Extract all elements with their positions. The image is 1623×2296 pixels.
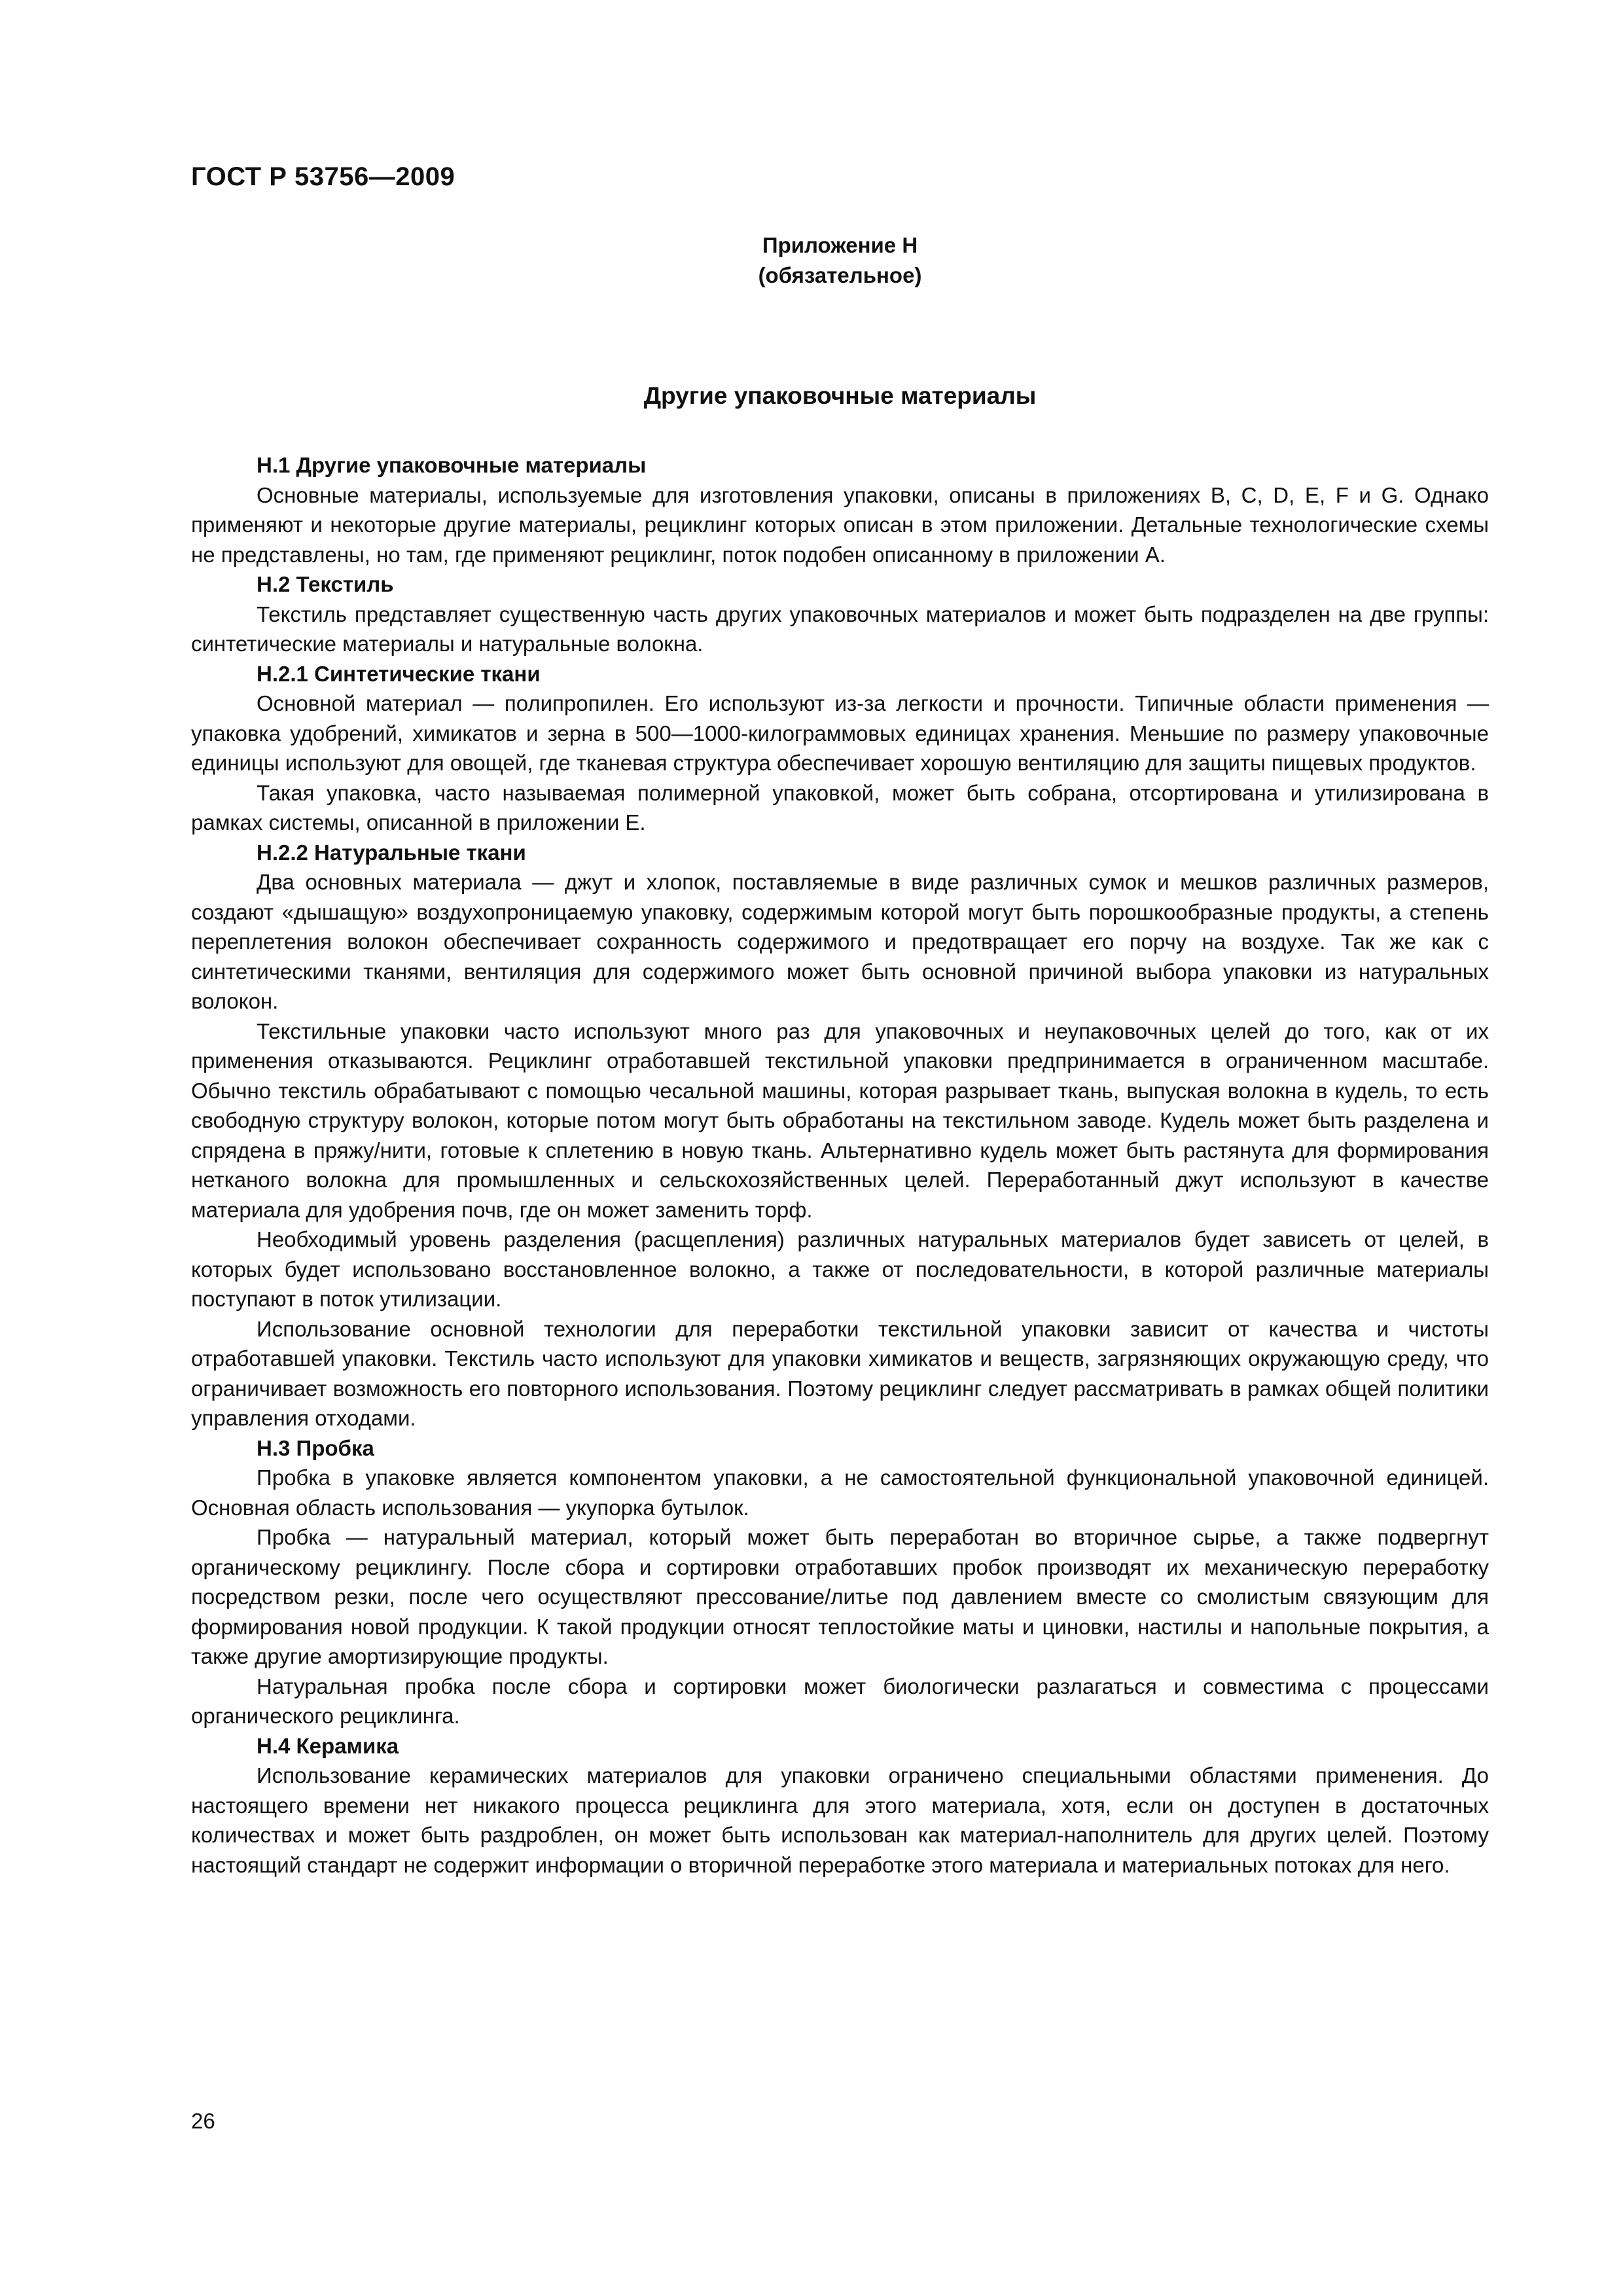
section-heading: Н.2.1 Синтетические ткани (257, 661, 541, 686)
section-heading: Н.2.2 Натуральные ткани (257, 840, 526, 865)
section-heading: Н.2 Текстиль (257, 572, 394, 596)
section-h4 (191, 1731, 1489, 1880)
paragraph: Натуральная пробка после сбора и сортировки может биологически разлагаться и совместима с процессами органического рециклинга. (191, 1674, 1489, 1728)
section-h2 (191, 569, 1489, 659)
paragraph: Пробка — натуральный материал, который может быть переработан во вторичное сырье, а также подвергнут органическому рециклингу. После сбора и сортировки отработавших пробок производят их механическую переработку посредством резки, после чего осуществляют прессование/литье под давлением вместе со смолистым связующим для формирования новой продукции. К такой продукции относят теплостойкие маты и циновки, настилы и напольные покрытия, а также другие амортизирующие продукты. (191, 1525, 1489, 1668)
paragraph: Основной материал — полипропилен. Его используют из-за легкости и прочности. Типичные области применения — упаковка удобрений, химикатов и зерна в 500—1000-килограммовых единицах хранения. Меньшие по размеру упаковочные единицы используют для овощей, где тканевая структура обеспечивает хорошую вентиляцию для защиты пищевых продуктов. (191, 691, 1489, 775)
section-heading: Н.3 Пробка (257, 1435, 374, 1460)
section-h2-1 (191, 659, 1489, 838)
section-heading: Н.1 Другие упаковочные материалы (257, 453, 647, 477)
paragraph: Использование основной технологии для переработки текстильной упаковки зависит от качества и чистоты отработавшей упаковки. Текстиль часто используют для упаковки химикатов и веществ, загрязняющих окружающую среду, что ограничивает возможность его повторного использования. Поэтому рециклинг следует рассматривать в рамках общей политики управления отходами. (191, 1316, 1489, 1430)
paragraph: Два основных материала — джут и хлопок, поставляемые в виде различных сумок и мешков различных размеров, создают «дышащую» воздухопроницаемую упаковку, содержимым которой могут быть порошкообразные продукты, а степень переплетения волокон обеспечивает сохранность содержимого и предотвращает его порчу на воздухе. Так же как с синтетическими тканями, вентиляция для содержимого может быть основной причиной выбора упаковки из натуральных волокон. (191, 870, 1489, 1013)
section-h2-2 (191, 838, 1489, 1433)
paragraph: Основные материалы, используемые для изготовления упаковки, описаны в приложениях В, С, D, Е, F и G. Однако применяют и некоторые другие материалы, рециклинг которых описан в этом приложении. Детальные технологические схемы не представлены, но там, где применяют рециклинг, поток подобен описанному в приложении А. (191, 482, 1489, 567)
document-body (191, 450, 1489, 1880)
paragraph: Необходимый уровень разделения (расщепления) различных натуральных материалов будет зависеть от целей, в которых будет использовано восстановленное волокно, а также от последовательности, в которой различные материалы поступают в поток утилизации. (191, 1227, 1489, 1311)
appendix-header (191, 230, 1489, 291)
section-h1 (191, 450, 1489, 569)
section-h3 (191, 1433, 1489, 1731)
paragraph: Текстильные упаковки часто используют много раз для упаковочных и неупаковочных целей до того, как от их применения отказываются. Рециклинг отработавшей текстильной упаковки предпринимается в ограниченном масштабе. Обычно текстиль обрабатывают с помощью чесальной машины, которая разрывает ткань, выпуская волокна в кудель, то есть свободную структуру волокон, которые потом могут быть обработаны на текстильном заводе. Кудель может быть разделена и спрядена в пряжу/нити, готовые к сплетению в новую ткань. Альтернативно кудель может быть растянута для формирования нетканого волокна для промышленных и сельскохозяйственных целей. Переработанный джут используют в качестве материала для удобрения почв, где он может заменить торф. (191, 1018, 1489, 1222)
document-code: ГОСТ Р 53756—2009 (191, 162, 455, 191)
paragraph: Пробка в упаковке является компонентом упаковки, а не самостоятельной функциональной упаковочной единицей. Основная область использования — укупорка бутылок. (191, 1465, 1489, 1520)
paragraph: Такая упаковка, часто называемая полимерной упаковкой, может быть собрана, отсортирована и утилизирована в рамках системы, описанной в приложении Е. (191, 780, 1489, 834)
appendix-title: Другие упаковочные материалы (643, 382, 1037, 409)
appendix-status: (обязательное) (758, 263, 922, 287)
page-number: 26 (191, 2109, 215, 2133)
paragraph: Использование керамических материалов для упаковки ограничено специальными областями применения. До настоящего времени нет никакого процесса рециклинга для этого материала, хотя, если он доступен в достаточных количествах и может быть раздроблен, он может быть использован как материал-наполнитель для других целей. Поэтому настоящий стандарт не содержит информации о вторичной переработке этого материала и материальных потоках для него. (191, 1763, 1489, 1877)
section-heading: Н.4 Керамика (257, 1733, 399, 1758)
paragraph: Текстиль представляет существенную часть других упаковочных материалов и может быть подразделен на две группы: синтетические материалы и натуральные волокна. (191, 601, 1489, 656)
appendix-label: Приложение Н (762, 233, 918, 257)
